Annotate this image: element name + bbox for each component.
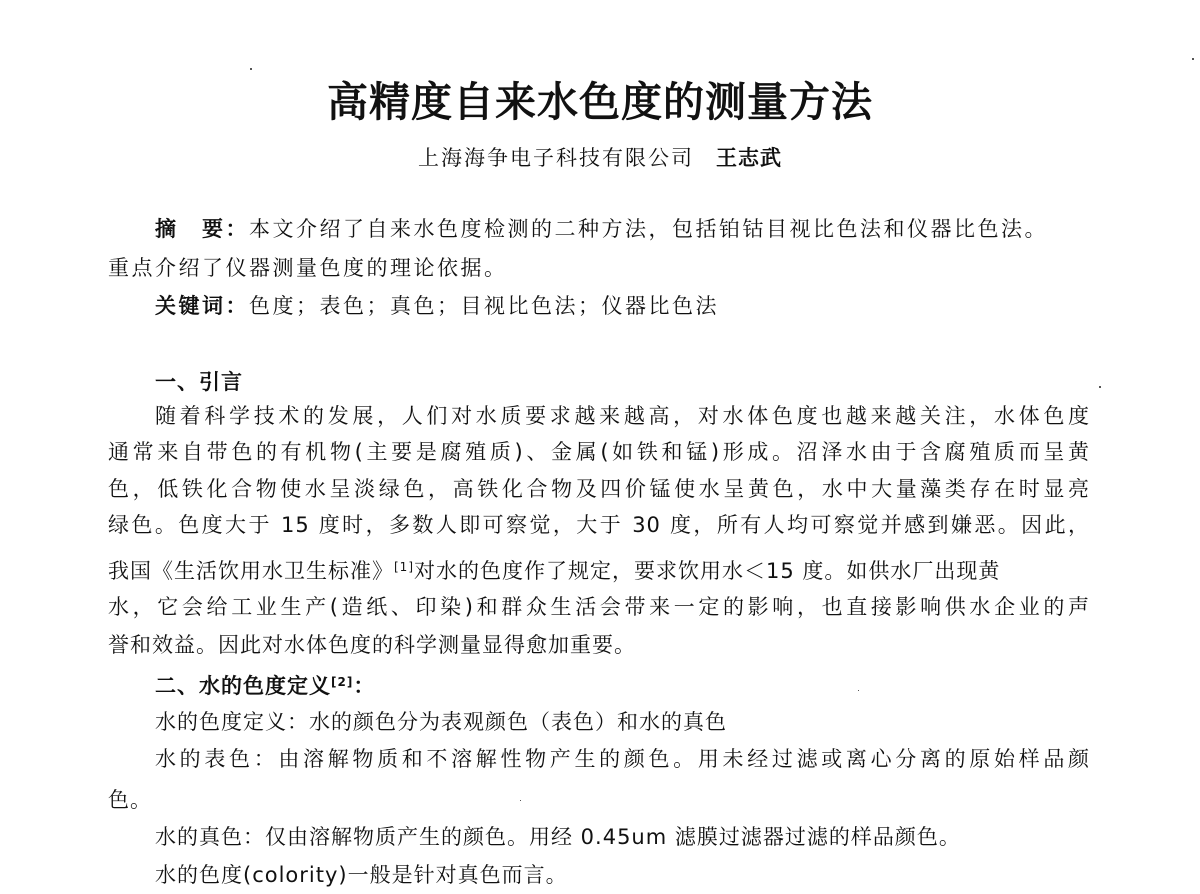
section-1-line-2: 通常来自带色的有机物(主要是腐殖质)、金属(如铁和锰)形成。沼泽水由于含腐殖质而呈黄 [108, 440, 1090, 464]
section-1-line-7: 誉和效益。因此对水体色度的科学测量显得愈加重要。 [108, 633, 636, 657]
author-name: 王志武 [716, 146, 782, 170]
scan-speck [520, 800, 521, 801]
section-1-line-3: 色，低铁化合物使水呈淡绿色，高铁化合物及四价锰使水呈黄色，水中大量藻类存在时显亮 [108, 477, 1090, 501]
section-2-heading [155, 671, 375, 701]
byline [0, 144, 1200, 172]
abstract-text-1: 本文介绍了自来水色度检测的二种方法，包括铂钴目视比色法和仪器比色法。 [249, 217, 1048, 241]
section-1-heading: 一、引言 [155, 370, 243, 394]
abstract-label: 摘 要： [155, 217, 249, 241]
citation-2: [2] [331, 675, 354, 689]
section-1-line-5b: 对水的色度作了规定，要求饮用水＜15 度。如供水厂出现黄 [414, 559, 1001, 583]
section-1-line-5a: 我国《生活饮用水卫生标准》 [108, 559, 394, 583]
citation-1: [1] [394, 560, 414, 574]
keywords-line [155, 291, 719, 321]
abstract-line-1 [155, 214, 1048, 244]
colority-line: 水的色度(colority)一般是针对真色而言。 [155, 863, 568, 887]
section-2-heading-text: 二、水的色度定义 [155, 674, 331, 698]
section-1-line-1: 随着科学技术的发展，人们对水质要求越来越高，对水体色度也越来越关注，水体色度 [155, 404, 1090, 428]
keywords-text: 色度；表色；真色；目视比色法；仪器比色法 [249, 294, 719, 318]
affiliation: 上海海争电子科技有限公司 [418, 146, 694, 170]
section-2-heading-colon: ： [353, 674, 376, 698]
scan-speck [1099, 386, 1101, 388]
abstract-line-2: 重点介绍了仪器测量色度的理论依据。 [108, 256, 508, 280]
section-1-line-4: 绿色。色度大于 15 度时，多数人即可察觉，大于 30 度，所有人均可察觉并感到嫌恶。因此， [108, 513, 1090, 537]
section-1-line-6: 水，它会给工业生产(造纸、印染)和群众生活会带来一定的影响，也直接影响供水企业的声 [108, 595, 1090, 619]
apparent-color-line-1: 水的表色：由溶解物质和不溶解性物产生的颜色。用未经过滤或离心分离的原始样品颜 [155, 747, 1090, 771]
scan-speck [858, 690, 859, 691]
keywords-label: 关键词： [155, 294, 249, 318]
section-1-line-5 [108, 556, 1000, 586]
paper-title: 高精度自来水色度的测量方法 [327, 78, 873, 126]
scan-speck [250, 68, 252, 70]
apparent-color-line-2: 色。 [108, 788, 152, 812]
scan-speck [1192, 58, 1194, 60]
true-color-line: 水的真色：仅由溶解物质产生的颜色。用经 0.45um 滤膜过滤器过滤的样品颜色。 [155, 825, 961, 849]
definition-line: 水的色度定义：水的颜色分为表观颜色（表色）和水的真色 [155, 710, 727, 734]
